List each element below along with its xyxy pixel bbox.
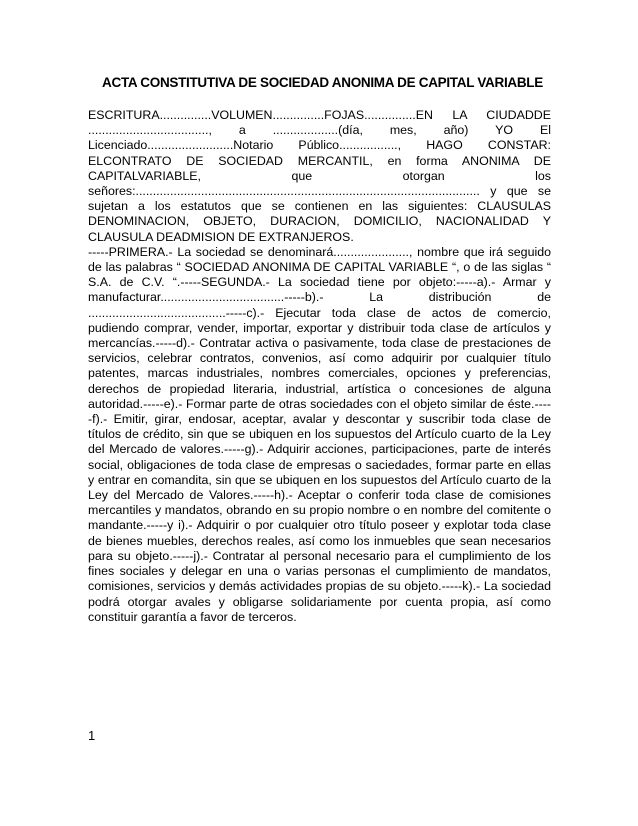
document-title: ACTA CONSTITUTIVA DE SOCIEDAD ANONIMA DE CAPITAL VARIABLE (102, 75, 543, 90)
document-body: ESCRITURA...............VOLUMEN...............FOJAS...............EN LA CIUDADDE ..................................., a ...................(día, mes, año) YO El Licenciado.........................Notario Público................., HAGO CONSTAR: ELCONTRATO DE SOCIEDAD MERCANTIL, en forma ANONIMA DE CAPITALVARIABLE, que otorgan los señores:.................................................................................................... y que se sujetan a los estatutos que se contienen en las siguientes: CLAUSULAS DENOMINACION, OBJETO, DURACION, DOMICILIO, NACIONALIDAD Y CLAUSULA DEADMISION DE EXTRANJEROS. -----PRIMERA.- La sociedad se denominará......................, nombre que irá seguido de las palabras “ SOCIEDAD ANONIMA DE CAPITAL VARIABLE “, o de las siglas “ S.A. de C.V. “.-----SEGUNDA.- La sociedad tiene por objeto:-----a).- Armar y manufacturar....................................-----b).- La distribución de ........................................-----c).- Ejecutar toda clase de actos de comercio, pudiendo comprar, vender, importar, exportar y distribuir toda clase de artículos y mercancías.-----d).- Contratar activa o pasivamente, toda clase de prestaciones de servicios, celebrar contratos, convenios, así como adquirir por cualquier título patentes, marcas industriales, nombres comerciales, opciones y preferencias, derechos de propiedad literaria, industrial, artística o concesiones de alguna autoridad.-----e).- Formar parte de otras sociedades con el objeto similar de éste.-----f).- Emitir, girar, endosar, aceptar, avalar y descontar y suscribir toda clase de títulos de crédito, sin que se ubiquen en los supuestos del Artículo cuarto de la Ley del Mercado de valores.-----g).- Adquirir acciones, participaciones, parte de interés social, obligaciones de toda clase de empresas o saciedades, formar parte en ellas y entrar en comandita, sin que se ubiquen en los supuestos del Artículo cuarto de la Ley del Mercado de Valores.-----h).- Aceptar o conferir toda clase de comisiones mercantiles y mandatos, obrando en su propio nombre o en nombre del comitente o mandante.-----y i).- Adquirir o por cualquier otro título poseer y explotar toda clase de bienes muebles, derechos reales, así como los inmuebles que sean necesarios para su objeto.-----j).- Contratar al personal necesario para el cumplimiento de los fines sociales y delegar en una o varias personas el cumplimiento de mandatos, comisiones, servicios y demás actividades propias de su objeto.-----k).- La sociedad podrá otorgar avales y obligarse solidariamente por cuenta propia, así como constituir garantía a favor de terceros. (88, 108, 551, 624)
page-number: 1 (88, 728, 96, 743)
